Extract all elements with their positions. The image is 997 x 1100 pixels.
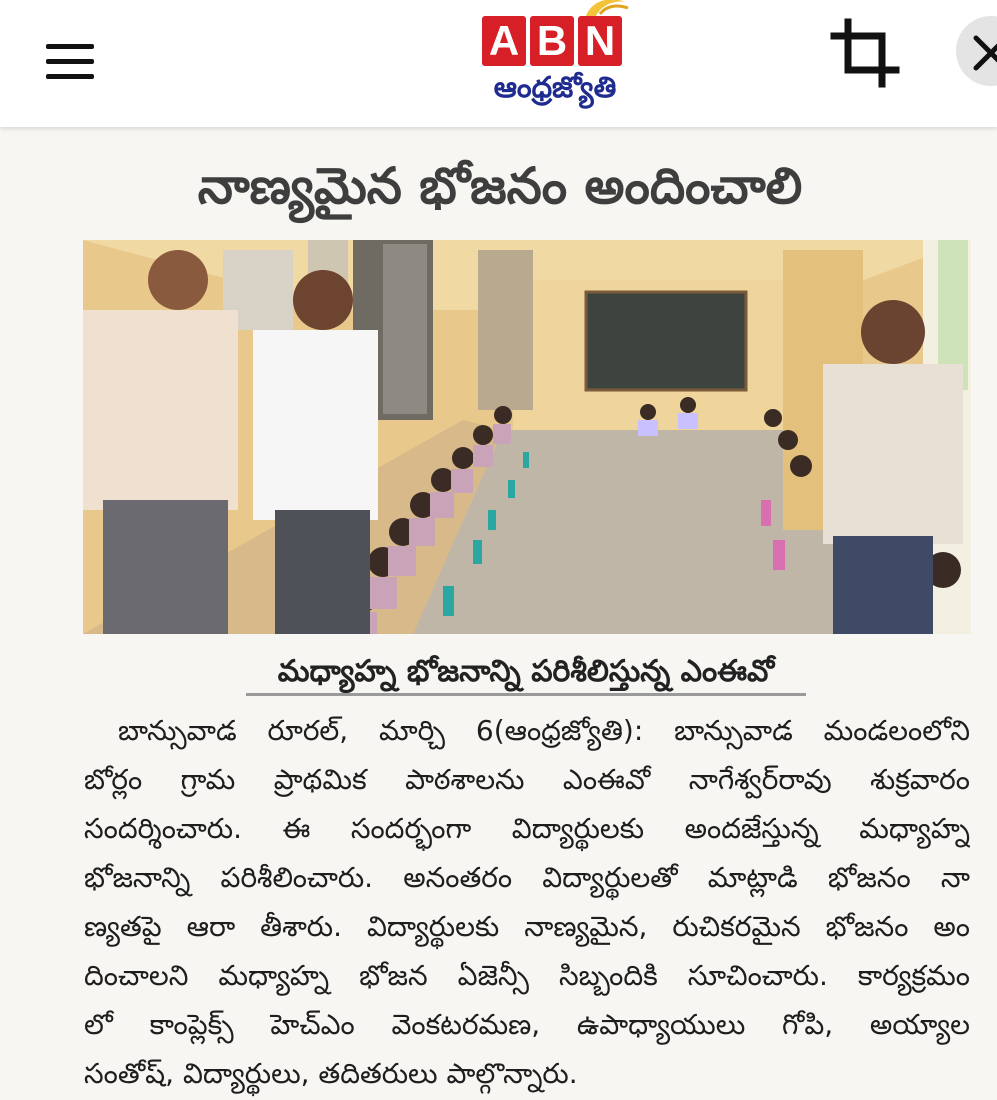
article-line-4: భోజనాన్ని పరిశీలించారు. అనంతరం విద్యార్థులతో మాట్లాడి భోజనం నా (84, 861, 970, 894)
logo-abn-letters (482, 16, 622, 66)
logo-letter-a: A (482, 16, 526, 66)
hamburger-menu-icon[interactable] (44, 40, 96, 84)
photo-caption: మధ్యాహ్న భోజనాన్ని పరిశీలిస్తున్న ఎంఈవో (277, 654, 775, 689)
article-photo (83, 240, 971, 634)
close-button[interactable] (956, 16, 997, 86)
article-body (84, 706, 970, 1098)
article-line-6: దించాలని మధ్యాహ్న భోజన ఏజెన్సీ సిబ్బందికి సూచించారు. కార్యక్రమం (84, 959, 970, 992)
abn-andhrajyothy-logo[interactable] (478, 0, 636, 116)
article-line-7: లో కాంప్లెక్స్ హెచ్‌ఎం వెంకటరమణ, ఉపాధ్యాయులు గోపి, అయ్యాల (84, 1008, 970, 1041)
article-headline: నాణ్యమైన భోజనం అందించాలి (197, 157, 803, 215)
caption-divider (246, 693, 806, 696)
crop-icon (830, 18, 900, 88)
top-app-bar (0, 0, 997, 127)
logo-letter-b: B (530, 16, 574, 66)
article-line-5: ణ్యతపై ఆరా తీశారు. విద్యార్థులకు నాణ్యమైన, రుచికరమైన భోజనం అం (84, 910, 970, 943)
article-line-3: సందర్శించారు. ఈ సందర్భంగా విద్యార్థులకు అందజేస్తున్న మధ్యాహ్న (84, 812, 970, 845)
article-line-1: బాన్సువాడ రూరల్, మార్చి 6(ఆంధ్రజ్యోతి): బాన్సువాడ మండలంలోని (118, 714, 970, 747)
logo-letter-n: N (578, 16, 622, 66)
article-line-8: సంతోష్, విద్యార్థులు, తదితరులు పాల్గొన్నారు. (84, 1057, 578, 1090)
crop-button[interactable] (830, 18, 900, 88)
close-icon (968, 30, 997, 76)
article-line-2: బోర్లం గ్రామ ప్రాథమిక పాఠశాలను ఎంఈవో నాగేశ్వర్‌రావు శుక్రవారం (84, 763, 970, 796)
logo-subtitle: ఆంధ్రజ్యోతి (493, 70, 617, 104)
